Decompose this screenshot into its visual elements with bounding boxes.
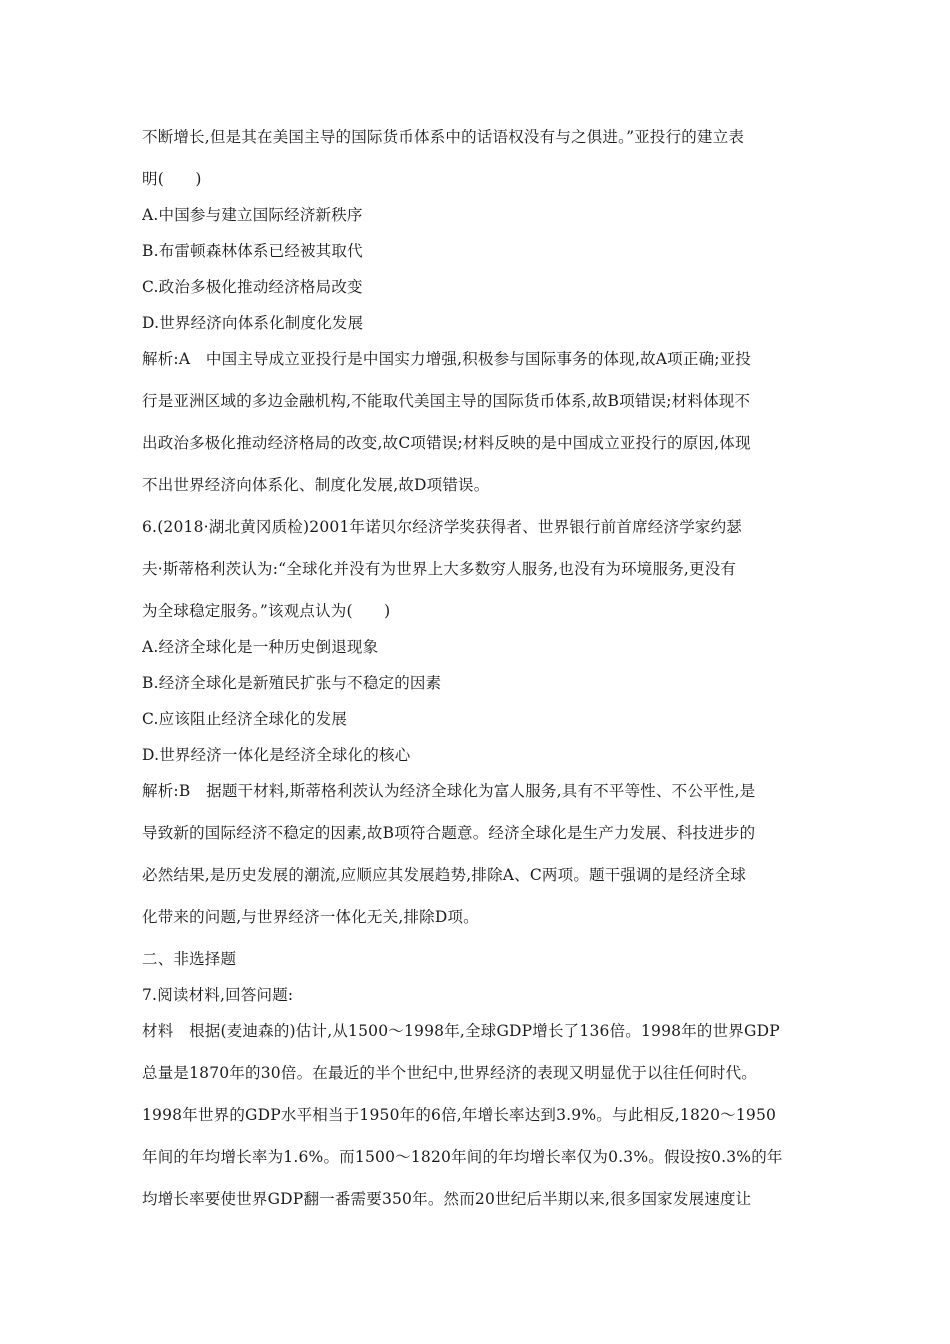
q7-material-line: 均增长率要使世界GDP翻一番需要350年。然而20世纪后半期以来,很多国家发展速度让 xyxy=(142,1190,752,1208)
q5-analysis-line: 行是亚洲区域的多边金融机构,不能取代美国主导的国际货币体系,故B项错误;材料体现不 xyxy=(142,392,751,410)
section-heading: 二、非选择题 xyxy=(142,950,237,968)
q5-stem-line: 明( ) xyxy=(142,170,202,188)
q6-option-a: A.经济全球化是一种历史倒退现象 xyxy=(142,638,379,656)
q5-option-c: C.政治多极化推动经济格局改变 xyxy=(142,278,363,296)
q5-option-d: D.世界经济向体系化制度化发展 xyxy=(142,314,364,332)
q7-material-line: 1998年世界的GDP水平相当于1950年的6倍,年增长率达到3.9%。与此相反,1820～1950 xyxy=(142,1106,777,1124)
q5-option-b: B.布雷顿森林体系已经被其取代 xyxy=(142,242,363,260)
q6-analysis-line: 化带来的问题,与世界经济一体化无关,排除D项。 xyxy=(142,908,479,926)
q5-analysis-line: 解析:A 中国主导成立亚投行是中国实力增强,积极参与国际事务的体现,故A项正确;亚投 xyxy=(142,350,752,368)
q6-option-c: C.应该阻止经济全球化的发展 xyxy=(142,710,348,728)
document-content xyxy=(142,119,812,1223)
q6-stem-line: 为全球稳定服务。”该观点认为( ) xyxy=(142,602,391,620)
q6-analysis-line: 解析:B 据题干材料,斯蒂格利茨认为经济全球化为富人服务,具有不平等性、不公平性,是 xyxy=(142,782,756,800)
q5-option-a: A.中国参与建立国际经济新秩序 xyxy=(142,206,363,224)
q7-material-line: 年间的年均增长率为1.6%。而1500～1820年间的年均增长率仅为0.3%。假设按0.3%的年 xyxy=(142,1148,783,1166)
q6-stem-line: 6.(2018·湖北黄冈质检)2001年诺贝尔经济学奖获得者、世界银行前首席经济学家约瑟 xyxy=(142,518,743,536)
q6-analysis-line: 导致新的国际经济不稳定的因素,故B项符合题意。经济全球化是生产力发展、科技进步的 xyxy=(142,824,756,842)
q6-analysis-line: 必然结果,是历史发展的潮流,应顺应其发展趋势,排除A、C两项。题干强调的是经济全球 xyxy=(142,866,747,884)
q5-stem-line: 不断增长,但是其在美国主导的国际货币体系中的话语权没有与之俱进。”亚投行的建立表 xyxy=(142,128,745,146)
q5-analysis-line: 出政治多极化推动经济格局的改变,故C项错误;材料反映的是中国成立亚投行的原因,体现 xyxy=(142,434,751,452)
q5-analysis-line: 不出世界经济向体系化、制度化发展,故D项错误。 xyxy=(142,476,490,494)
q7-material-line: 总量是1870年的30倍。在最近的半个世纪中,世界经济的表现又明显优于以往任何时代。 xyxy=(142,1064,757,1082)
q6-option-b: B.经济全球化是新殖民扩张与不稳定的因素 xyxy=(142,674,442,692)
q7-stem: 7.阅读材料,回答问题: xyxy=(142,986,294,1004)
q6-option-d: D.世界经济一体化是经济全球化的核心 xyxy=(142,746,411,764)
q6-stem-line: 夫·斯蒂格利茨认为:“全球化并没有为世界上大多数穷人服务,也没有为环境服务,更没有 xyxy=(142,560,737,578)
q7-material-line: 材料 根据(麦迪森的)估计,从1500～1998年,全球GDP增长了136倍。1998年的世界GDP xyxy=(142,1022,780,1040)
